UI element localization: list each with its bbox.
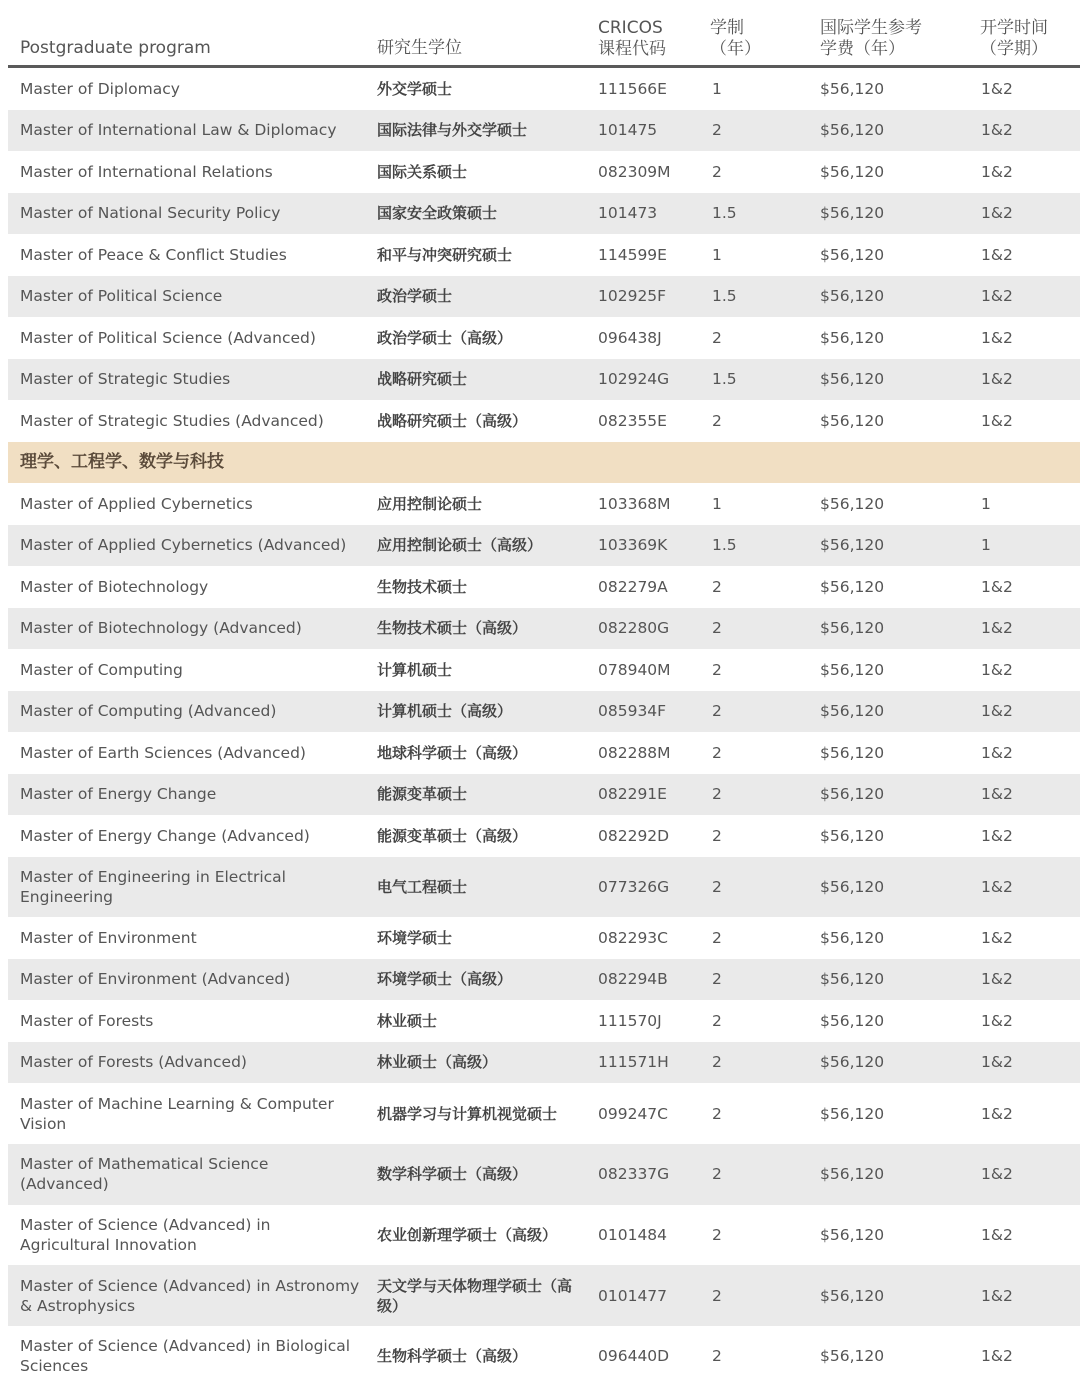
header-cricos: CRICOS 课程代码	[598, 18, 666, 59]
program-name-cn: 环境学硕士（高级）	[377, 970, 513, 989]
intake: 1&2	[981, 1286, 1013, 1305]
cricos-code: 077326G	[598, 877, 670, 896]
cricos-code: 082309M	[598, 162, 671, 181]
table-row	[8, 359, 1080, 401]
cricos-code: 101475	[598, 121, 658, 140]
rows-group-1	[8, 68, 1080, 442]
program-name-cn: 地球科学硕士（高级）	[377, 743, 528, 762]
section-row	[8, 442, 1080, 484]
program-name-en: Master of Biotechnology (Advanced)	[20, 619, 302, 638]
table-row	[8, 649, 1080, 691]
program-name-en: Master of Science (Advanced) in Astronomy & Astrophysics	[20, 1276, 360, 1315]
program-name-en: Master of Mathematical Science (Advanced)	[20, 1155, 269, 1194]
intake: 1	[981, 536, 991, 555]
program-name-en: Master of Science (Advanced) in Biological Sciences	[20, 1337, 351, 1376]
program-name-cn: 计算机硕士（高级）	[377, 702, 513, 721]
tuition-fee: $56,120	[820, 287, 885, 306]
program-name-en: Master of Environment	[20, 928, 197, 947]
cricos-code: 0101484	[598, 1225, 668, 1244]
program-name-cn: 数学科学硕士（高级）	[377, 1165, 528, 1184]
duration: 2	[712, 1347, 722, 1366]
tuition-fee: $56,120	[820, 162, 885, 181]
program-name-en: Master of Applied Cybernetics	[20, 494, 253, 513]
tuition-fee: $56,120	[820, 328, 885, 347]
duration: 1	[712, 245, 722, 264]
table-row	[8, 1326, 1080, 1387]
intake: 1&2	[981, 121, 1013, 140]
intake: 1&2	[981, 577, 1013, 596]
duration: 2	[712, 1104, 722, 1123]
program-name-en: Master of Biotechnology	[20, 577, 209, 596]
intake: 1&2	[981, 204, 1013, 223]
duration: 2	[712, 660, 722, 679]
duration: 1.5	[712, 370, 737, 389]
table-row	[8, 110, 1080, 152]
program-name-en: Master of Computing (Advanced)	[20, 702, 277, 721]
program-name-cn: 生物技术硕士	[377, 577, 468, 596]
intake: 1&2	[981, 328, 1013, 347]
table-row	[8, 691, 1080, 733]
program-name-en: Master of Energy Change (Advanced)	[20, 826, 310, 845]
cricos-code: 096440D	[598, 1347, 670, 1366]
cricos-code: 082288M	[598, 743, 671, 762]
cricos-code: 082293C	[598, 928, 668, 947]
cricos-code: 114599E	[598, 245, 667, 264]
table-row	[8, 815, 1080, 857]
duration: 1.5	[712, 287, 737, 306]
tuition-fee: $56,120	[820, 619, 885, 638]
duration: 2	[712, 1053, 722, 1072]
cricos-code: 082292D	[598, 826, 670, 845]
program-name-en: Master of Forests	[20, 1011, 154, 1030]
program-name-en: Master of Forests (Advanced)	[20, 1053, 247, 1072]
table-row	[8, 959, 1080, 1001]
table-row	[8, 68, 1080, 110]
cricos-code: 099247C	[598, 1104, 668, 1123]
program-name-cn: 政治学硕士（高级）	[377, 328, 513, 347]
duration: 2	[712, 121, 722, 140]
duration: 1.5	[712, 204, 737, 223]
tuition-fee: $56,120	[820, 928, 885, 947]
tuition-fee: $56,120	[820, 536, 885, 555]
program-name-en: Master of Energy Change	[20, 785, 217, 804]
cricos-code: 082355E	[598, 411, 667, 430]
tuition-fee: $56,120	[820, 204, 885, 223]
cricos-code: 102925F	[598, 287, 667, 306]
program-name-en: Master of Diplomacy	[20, 79, 180, 98]
program-name-cn: 生物科学硕士（高级）	[377, 1347, 528, 1366]
tuition-fee: $56,120	[820, 370, 885, 389]
program-name-cn: 生物技术硕士（高级）	[377, 619, 528, 638]
intake: 1&2	[981, 826, 1013, 845]
header-fee: 国际学生参考 学费（年）	[820, 18, 922, 59]
table-header	[8, 0, 1080, 68]
cricos-code: 111566E	[598, 79, 667, 98]
cricos-code: 082337G	[598, 1165, 670, 1184]
program-name-cn: 国际法律与外交学硕士	[377, 121, 528, 140]
header-program-cn: 研究生学位	[377, 38, 462, 58]
table-row	[8, 483, 1080, 525]
tuition-fee: $56,120	[820, 1225, 885, 1244]
program-name-en: Master of Applied Cybernetics (Advanced)	[20, 536, 347, 555]
duration: 2	[712, 877, 722, 896]
duration: 2	[712, 702, 722, 721]
cricos-code: 101473	[598, 204, 658, 223]
duration: 1.5	[712, 536, 737, 555]
program-table	[8, 0, 1080, 1387]
table-row	[8, 400, 1080, 442]
intake: 1&2	[981, 1053, 1013, 1072]
tuition-fee: $56,120	[820, 245, 885, 264]
tuition-fee: $56,120	[820, 970, 885, 989]
tuition-fee: $56,120	[820, 411, 885, 430]
cricos-code: 082294B	[598, 970, 668, 989]
program-name-cn: 计算机硕士	[377, 660, 453, 679]
tuition-fee: $56,120	[820, 877, 885, 896]
program-name-cn: 应用控制论硕士	[377, 494, 483, 513]
intake: 1&2	[981, 743, 1013, 762]
program-name-cn: 应用控制论硕士（高级）	[377, 536, 543, 555]
intake: 1&2	[981, 1225, 1013, 1244]
program-name-en: Master of International Law & Diplomacy	[20, 121, 337, 140]
intake: 1&2	[981, 785, 1013, 804]
cricos-code: 082280G	[598, 619, 670, 638]
tuition-fee: $56,120	[820, 702, 885, 721]
tuition-fee: $56,120	[820, 79, 885, 98]
cricos-code: 103368M	[598, 494, 671, 513]
program-name-en: Master of Political Science (Advanced)	[20, 328, 316, 347]
table-row	[8, 1144, 1080, 1205]
intake: 1&2	[981, 660, 1013, 679]
program-name-cn: 林业硕士	[377, 1011, 438, 1030]
tuition-fee: $56,120	[820, 826, 885, 845]
program-name-cn: 政治学硕士	[377, 287, 453, 306]
program-name-cn: 战略研究硕士	[377, 370, 468, 389]
duration: 2	[712, 785, 722, 804]
cricos-code: 111570J	[598, 1011, 662, 1030]
duration: 2	[712, 328, 722, 347]
intake: 1&2	[981, 928, 1013, 947]
program-name-en: Master of Political Science	[20, 287, 223, 306]
intake: 1&2	[981, 162, 1013, 181]
table-row	[8, 566, 1080, 608]
intake: 1&2	[981, 1165, 1013, 1184]
intake: 1&2	[981, 287, 1013, 306]
table-row	[8, 151, 1080, 193]
cricos-code: 078940M	[598, 660, 671, 679]
cricos-code: 0101477	[598, 1286, 668, 1305]
program-name-en: Master of Environment (Advanced)	[20, 970, 291, 989]
cricos-code: 096438J	[598, 328, 662, 347]
duration: 2	[712, 619, 722, 638]
table-row	[8, 193, 1080, 235]
cricos-code: 102924G	[598, 370, 670, 389]
table-row	[8, 1205, 1080, 1266]
table-row	[8, 276, 1080, 318]
tuition-fee: $56,120	[820, 577, 885, 596]
program-name-cn: 战略研究硕士（高级）	[377, 411, 528, 430]
tuition-fee: $56,120	[820, 494, 885, 513]
table-row	[8, 774, 1080, 816]
program-name-cn: 机器学习与计算机视觉硕士	[377, 1104, 558, 1123]
duration: 1	[712, 79, 722, 98]
cricos-code: 111571H	[598, 1053, 669, 1072]
program-name-cn: 国家安全政策硕士	[377, 204, 498, 223]
tuition-fee: $56,120	[820, 1165, 885, 1184]
program-name-en: Master of Earth Sciences (Advanced)	[20, 743, 306, 762]
cricos-code: 082291E	[598, 785, 667, 804]
intake: 1&2	[981, 702, 1013, 721]
program-name-en: Master of National Security Policy	[20, 204, 281, 223]
program-name-cn: 和平与冲突研究硕士	[377, 245, 513, 264]
intake: 1&2	[981, 1011, 1013, 1030]
tuition-fee: $56,120	[820, 1011, 885, 1030]
intake: 1&2	[981, 619, 1013, 638]
header-program-en: Postgraduate program	[20, 38, 211, 58]
tuition-fee: $56,120	[820, 1104, 885, 1123]
program-name-cn: 能源变革硕士（高级）	[377, 826, 528, 845]
program-name-en: Master of International Relations	[20, 162, 273, 181]
program-name-en: Master of Strategic Studies	[20, 370, 231, 389]
tuition-fee: $56,120	[820, 1347, 885, 1366]
rows-group-2	[8, 483, 1080, 1387]
duration: 2	[712, 1286, 722, 1305]
duration: 2	[712, 743, 722, 762]
table-row	[8, 234, 1080, 276]
program-name-en: Master of Peace & Conflict Studies	[20, 245, 287, 264]
table-row	[8, 608, 1080, 650]
program-name-en: Master of Strategic Studies (Advanced)	[20, 411, 324, 430]
program-name-cn: 外交学硕士	[377, 79, 453, 98]
program-name-en: Master of Computing	[20, 660, 183, 679]
tuition-fee: $56,120	[820, 743, 885, 762]
duration: 2	[712, 411, 722, 430]
tuition-fee: $56,120	[820, 1286, 885, 1305]
cricos-code: 082279A	[598, 577, 668, 596]
table-row	[8, 1083, 1080, 1144]
intake: 1&2	[981, 1347, 1013, 1366]
program-name-cn: 电气工程硕士	[377, 877, 468, 896]
program-name-cn: 国际关系硕士	[377, 162, 468, 181]
program-name-cn: 环境学硕士	[377, 928, 453, 947]
table-row	[8, 732, 1080, 774]
program-name-cn: 天文学与天体物理学硕士（高级）	[377, 1276, 573, 1315]
intake: 1&2	[981, 970, 1013, 989]
duration: 2	[712, 928, 722, 947]
program-name-en: Master of Machine Learning & Computer Vision	[20, 1094, 334, 1133]
duration: 2	[712, 1225, 722, 1244]
tuition-fee: $56,120	[820, 1053, 885, 1072]
cricos-code: 103369K	[598, 536, 668, 555]
program-name-cn: 林业硕士（高级）	[377, 1053, 498, 1072]
table-row	[8, 917, 1080, 959]
header-duration: 学制 （年）	[710, 18, 761, 59]
duration: 1	[712, 494, 722, 513]
program-name-cn: 能源变革硕士	[377, 785, 468, 804]
tuition-fee: $56,120	[820, 785, 885, 804]
program-name-cn: 农业创新理学硕士（高级）	[377, 1225, 558, 1244]
intake: 1&2	[981, 79, 1013, 98]
intake: 1&2	[981, 370, 1013, 389]
intake: 1&2	[981, 245, 1013, 264]
program-name-en: Master of Science (Advanced) in Agricultural Innovation	[20, 1215, 271, 1254]
table-row	[8, 1000, 1080, 1042]
intake: 1&2	[981, 877, 1013, 896]
table-row	[8, 525, 1080, 567]
table-row	[8, 1265, 1080, 1326]
duration: 2	[712, 162, 722, 181]
duration: 2	[712, 577, 722, 596]
table-row	[8, 857, 1080, 918]
duration: 2	[712, 1011, 722, 1030]
cricos-code: 085934F	[598, 702, 667, 721]
header-intake: 开学时间 （学期）	[980, 18, 1048, 59]
tuition-fee: $56,120	[820, 121, 885, 140]
intake: 1&2	[981, 1104, 1013, 1123]
duration: 2	[712, 1165, 722, 1184]
section-label: 理学、工程学、数学与科技	[20, 452, 224, 473]
table-row	[8, 317, 1080, 359]
duration: 2	[712, 826, 722, 845]
duration: 2	[712, 970, 722, 989]
intake: 1	[981, 494, 991, 513]
program-name-en: Master of Engineering in Electrical Engineering	[20, 867, 286, 906]
intake: 1&2	[981, 411, 1013, 430]
tuition-fee: $56,120	[820, 660, 885, 679]
table-row	[8, 1042, 1080, 1084]
